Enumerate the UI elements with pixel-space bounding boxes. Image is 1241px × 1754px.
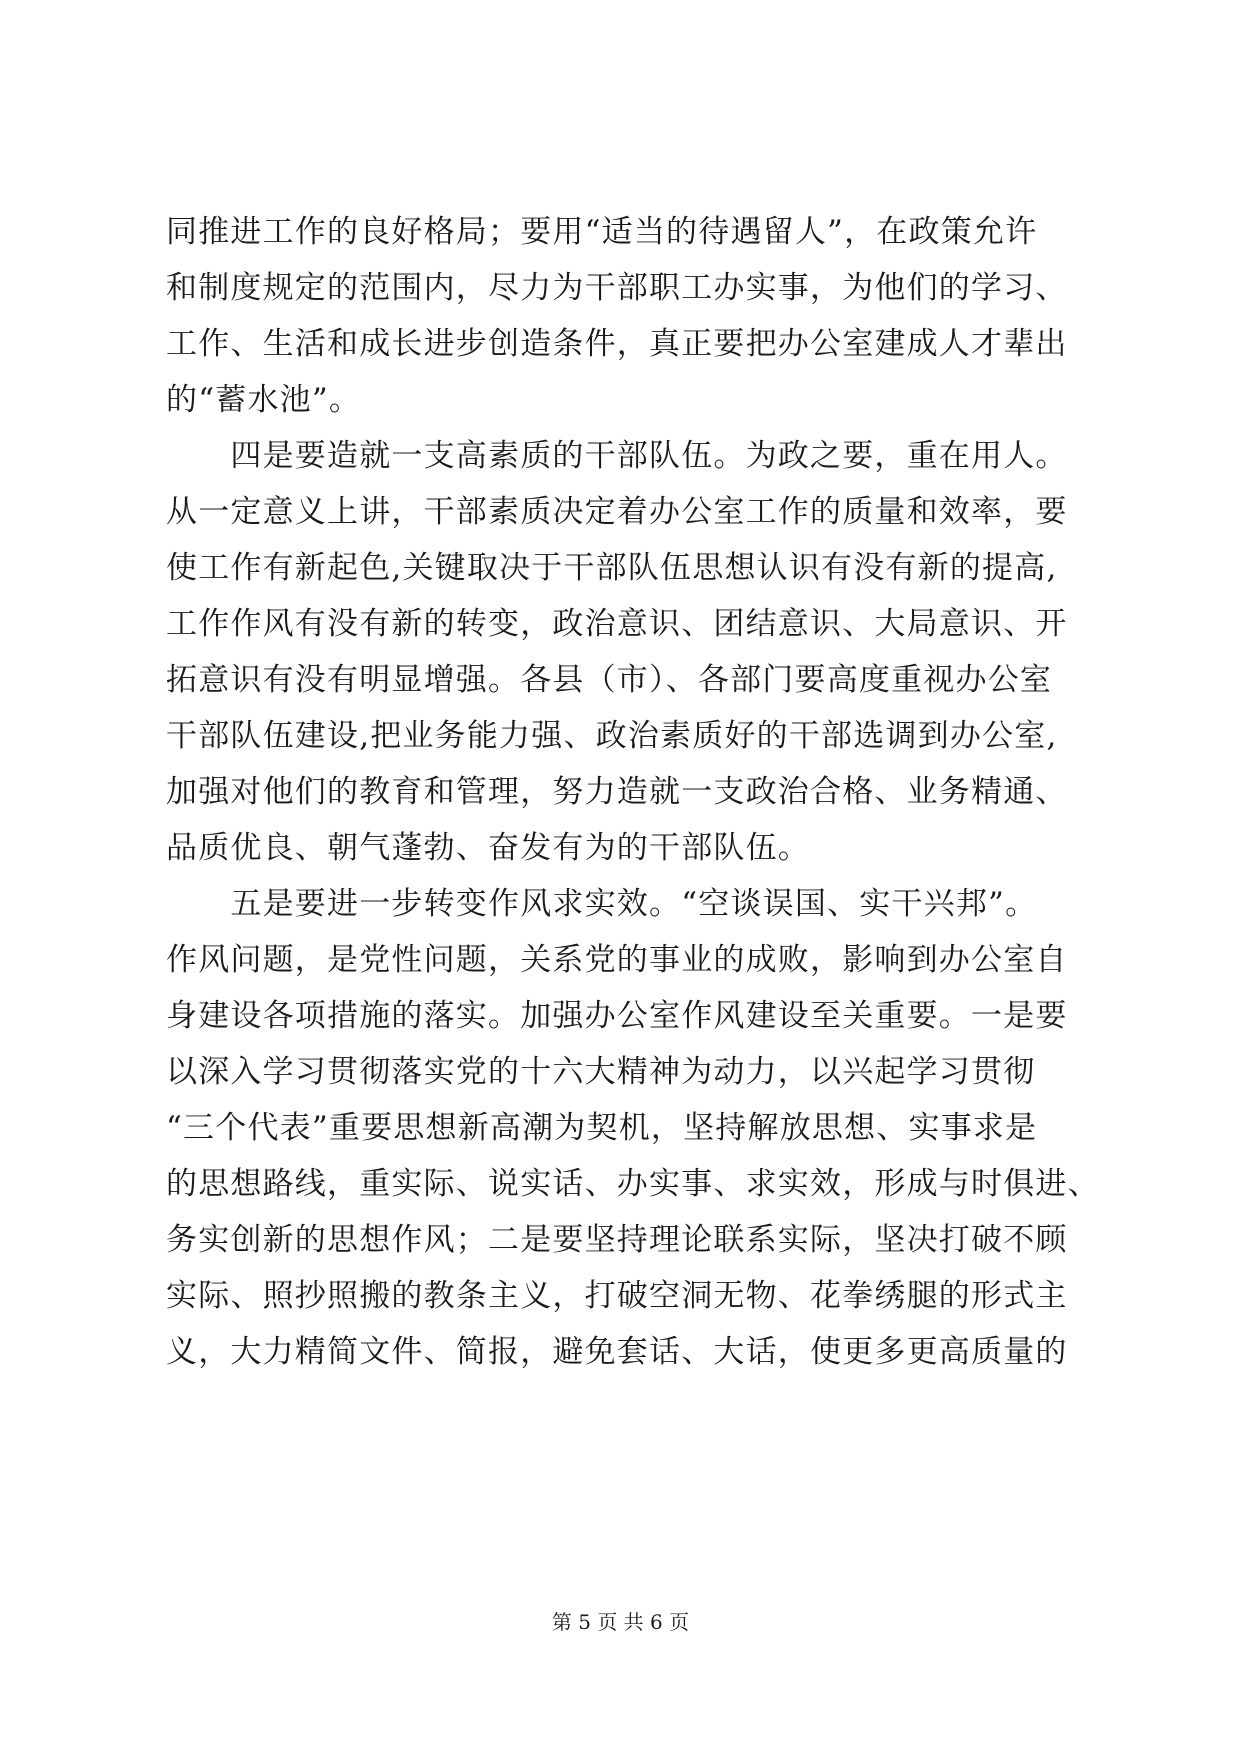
text-line: 品质优良、朝气蓬勃、奋发有为的干部队伍。 <box>166 830 810 866</box>
text-line: 身建设各项措施的落实。加强办公室作风建设至关重要。一是要 <box>166 998 1068 1034</box>
text-line: 从一定意义上讲，干部素质决定着办公室工作的质量和效率，要 <box>166 494 1068 530</box>
page-footer: 第 5 页 共 6 页 <box>551 1610 690 1634</box>
text-line: 的思想路线，重实际、说实话、办实事、求实效，形成与时俱进、 <box>166 1166 1100 1202</box>
text-line: 四是要造就一支高素质的干部队伍。为政之要，重在用人。 <box>166 438 1068 474</box>
text-line: 以深入学习贯彻落实党的十六大精神为动力，以兴起学习贯彻 <box>166 1054 1036 1090</box>
text-line: 实际、照抄照搬的教条主义，打破空洞无物、花拳绣腿的形式主 <box>166 1278 1068 1314</box>
text-line: 干部队伍建设,把业务能力强、政治素质好的干部选调到办公室, <box>166 718 1058 754</box>
text-line: 工作作风有没有新的转变，政治意识、团结意识、大局意识、开 <box>166 606 1068 642</box>
text-line: 义，大力精简文件、简报，避免套话、大话，使更多更高质量的 <box>166 1334 1068 1370</box>
text-line: 同推进工作的良好格局；要用“适当的待遇留人”，在政策允许 <box>166 214 1038 250</box>
text-line: 的“蓄水池”。 <box>166 382 362 418</box>
text-line: 拓意识有没有明显增强。各县（市）、各部门要高度重视办公室 <box>166 662 1053 698</box>
text-line: 五是要进一步转变作风求实效。“空谈误国、实干兴邦”。 <box>166 886 1038 922</box>
text-line: 加强对他们的教育和管理，努力造就一支政治合格、业务精通、 <box>166 774 1068 810</box>
text-line: 和制度规定的范围内，尽力为干部职工办实事，为他们的学习、 <box>166 270 1068 306</box>
text-line: 作风问题，是党性问题，关系党的事业的成败，影响到办公室自 <box>166 942 1068 978</box>
text-line: 工作、生活和成长进步创造条件，真正要把办公室建成人才辈出 <box>166 326 1068 362</box>
text-line: 使工作有新起色,关键取决于干部队伍思想认识有没有新的提高, <box>166 550 1058 586</box>
text-line: “三个代表”重要思想新高潮为契机，坚持解放思想、实事求是 <box>166 1110 1038 1146</box>
text-line: 务实创新的思想作风；二是要坚持理论联系实际，坚决打破不顾 <box>166 1222 1068 1258</box>
